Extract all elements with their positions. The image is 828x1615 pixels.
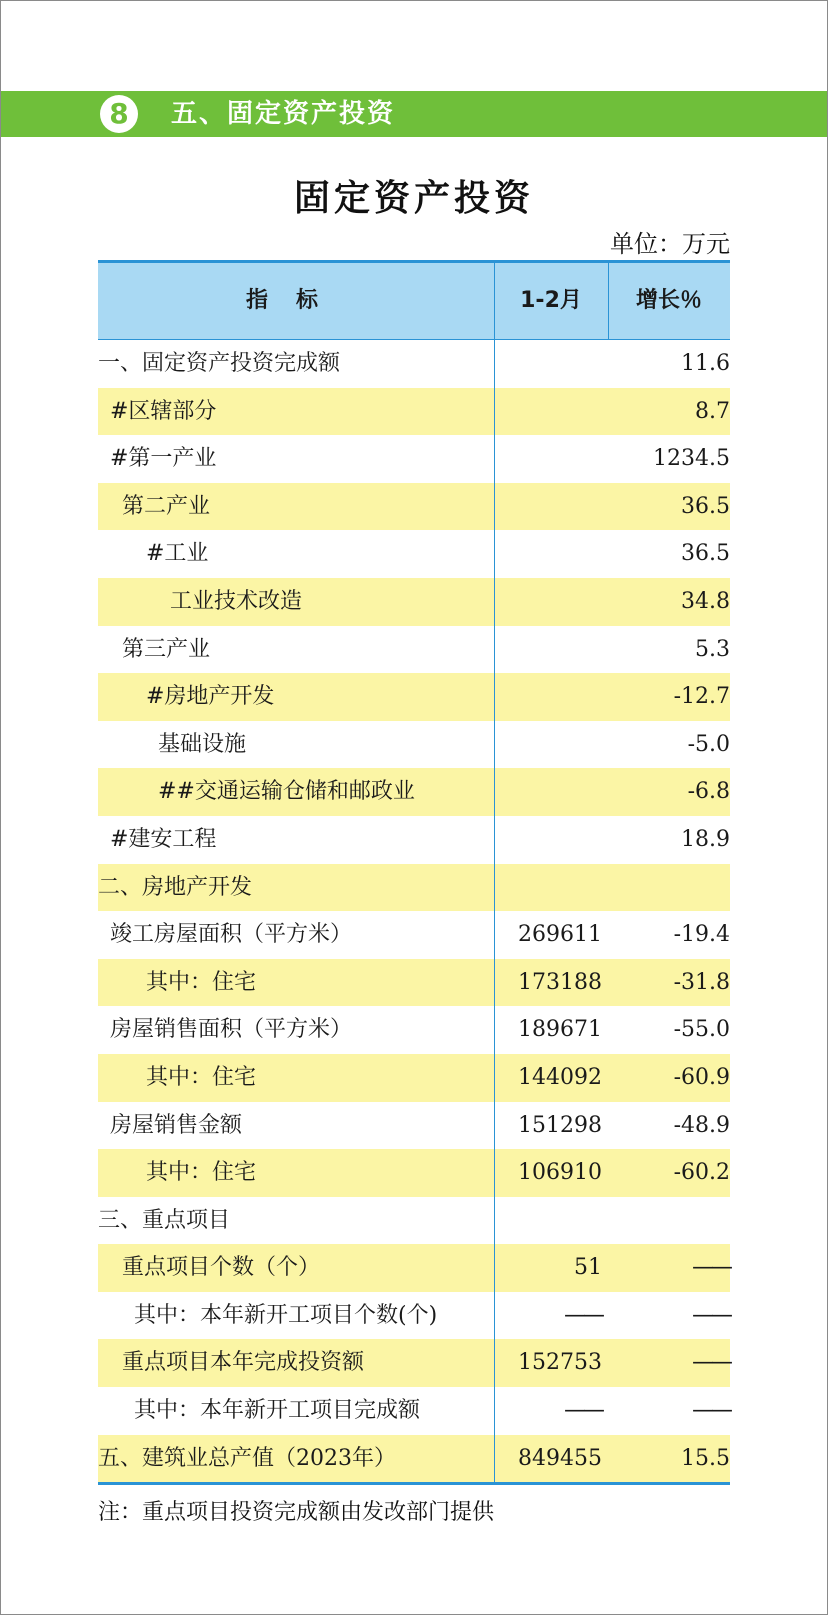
table-row	[98, 1244, 730, 1292]
row-month-value	[494, 530, 608, 578]
row-growth-value: ——	[692, 1255, 730, 1281]
row-month-value	[494, 721, 608, 769]
table-bottom-rule	[98, 1482, 730, 1485]
row-label: 三、重点项目	[98, 1207, 231, 1233]
row-label: ##交通运输仓储和邮政业	[158, 779, 415, 805]
row-label: 五、建筑业总产值（2023年）	[98, 1445, 396, 1471]
table-row	[98, 673, 730, 721]
row-label: 竣工房屋面积（平方米）	[110, 922, 353, 948]
row-month-value: 849455	[518, 1445, 602, 1471]
header-month: 1-2月	[520, 288, 582, 313]
section-title: 五、固定资产投资	[171, 99, 396, 129]
table-row	[98, 864, 730, 912]
row-growth-value: ——	[692, 1302, 730, 1328]
row-growth-value: 34.8	[681, 588, 730, 614]
row-month-value: 151298	[518, 1112, 602, 1138]
row-growth-value: 8.7	[695, 398, 730, 424]
row-growth-value: ——	[692, 1398, 730, 1424]
row-label: 其中：住宅	[146, 1160, 257, 1186]
table-row	[98, 530, 730, 578]
table-row	[98, 1006, 730, 1054]
row-month-value	[494, 673, 608, 721]
table-row	[98, 1054, 730, 1102]
row-month-value	[494, 768, 608, 816]
row-label: 重点项目个数（个）	[122, 1255, 321, 1281]
row-month-value	[494, 578, 608, 626]
row-growth-value: 1234.5	[653, 446, 730, 472]
row-month-value	[494, 626, 608, 674]
row-label: 其中：本年新开工项目个数(个)	[134, 1302, 438, 1328]
row-growth-value: 36.5	[681, 493, 730, 519]
table-row	[98, 721, 730, 769]
row-growth-value: 36.5	[681, 541, 730, 567]
row-growth-value: -55.0	[673, 1017, 730, 1043]
page-title: 固定资产投资	[293, 178, 534, 219]
row-month-value	[494, 864, 608, 912]
row-month-value: 144092	[518, 1064, 602, 1090]
row-growth-value: -19.4	[673, 922, 730, 948]
row-label: 其中：本年新开工项目完成额	[134, 1398, 421, 1424]
investment-table	[98, 260, 730, 1485]
row-month-value	[494, 340, 608, 388]
row-month-value: 106910	[518, 1160, 602, 1186]
row-label: 第二产业	[122, 493, 211, 519]
table-row	[98, 1102, 730, 1150]
column-divider	[494, 340, 495, 1483]
row-label: 基础设施	[158, 731, 247, 757]
row-label: #工业	[146, 541, 209, 567]
row-month-value	[494, 435, 608, 483]
row-growth-value: -12.7	[673, 684, 730, 710]
row-label: 二、房地产开发	[98, 874, 253, 900]
footnote: 注：重点项目投资完成额由发改部门提供	[98, 1500, 495, 1525]
row-label: 其中：住宅	[146, 1064, 257, 1090]
row-month-value: ——	[564, 1302, 602, 1328]
row-month-value: 173188	[518, 969, 602, 995]
row-growth-value: -60.9	[673, 1064, 730, 1090]
table-row	[98, 483, 730, 531]
section-number-badge: 8	[100, 95, 138, 133]
row-month-value: ——	[564, 1398, 602, 1424]
row-growth-value: -5.0	[687, 731, 730, 757]
table-row	[98, 340, 730, 388]
table-row	[98, 388, 730, 436]
row-growth-value: -48.9	[673, 1112, 730, 1138]
table-row	[98, 1292, 730, 1340]
row-label: 工业技术改造	[170, 588, 303, 614]
row-label: #房地产开发	[146, 684, 275, 710]
row-month-value	[494, 1197, 608, 1245]
table-row	[98, 435, 730, 483]
row-growth-value	[608, 864, 730, 912]
table-row	[98, 1339, 730, 1387]
table-body	[98, 340, 730, 1482]
table-row	[98, 1435, 730, 1483]
row-month-value	[494, 483, 608, 531]
row-growth-value: 18.9	[681, 826, 730, 852]
row-growth-value: 15.5	[681, 1445, 730, 1471]
table-row	[98, 911, 730, 959]
row-month-value: 51	[574, 1255, 602, 1281]
row-label: #第一产业	[110, 446, 217, 472]
row-label: 一、固定资产投资完成额	[98, 351, 341, 376]
table-row	[98, 768, 730, 816]
row-growth-value: -60.2	[673, 1160, 730, 1186]
table-row	[98, 1149, 730, 1197]
table-header	[98, 260, 730, 340]
unit-label: 单位：万元	[610, 230, 730, 258]
row-label: 重点项目本年完成投资额	[122, 1350, 365, 1376]
row-month-value: 269611	[518, 922, 602, 948]
row-growth-value: -31.8	[673, 969, 730, 995]
table-row	[98, 578, 730, 626]
header-growth: 增长％	[635, 288, 702, 313]
header-divider	[608, 263, 609, 339]
row-growth-value: ——	[692, 1350, 730, 1376]
row-label: #建安工程	[110, 826, 217, 852]
row-growth-value	[608, 1197, 730, 1245]
header-divider	[494, 263, 495, 339]
table-row	[98, 626, 730, 674]
row-month-value: 189671	[518, 1017, 602, 1043]
row-label: 第三产业	[122, 636, 211, 662]
row-month-value	[494, 388, 608, 436]
row-month-value	[494, 816, 608, 864]
row-label: #区辖部分	[110, 398, 217, 424]
row-label: 房屋销售面积（平方米）	[110, 1017, 353, 1043]
row-growth-value: 5.3	[695, 636, 730, 662]
table-row	[98, 816, 730, 864]
section-banner	[1, 91, 827, 137]
row-month-value: 152753	[518, 1350, 602, 1376]
table-row	[98, 1387, 730, 1435]
row-growth-value: -6.8	[687, 779, 730, 805]
row-label: 其中：住宅	[146, 969, 257, 995]
header-indicator: 指标	[245, 288, 346, 313]
row-label: 房屋销售金额	[110, 1112, 243, 1138]
row-growth-value: 11.6	[681, 351, 730, 376]
table-row	[98, 1197, 730, 1245]
table-row	[98, 959, 730, 1007]
